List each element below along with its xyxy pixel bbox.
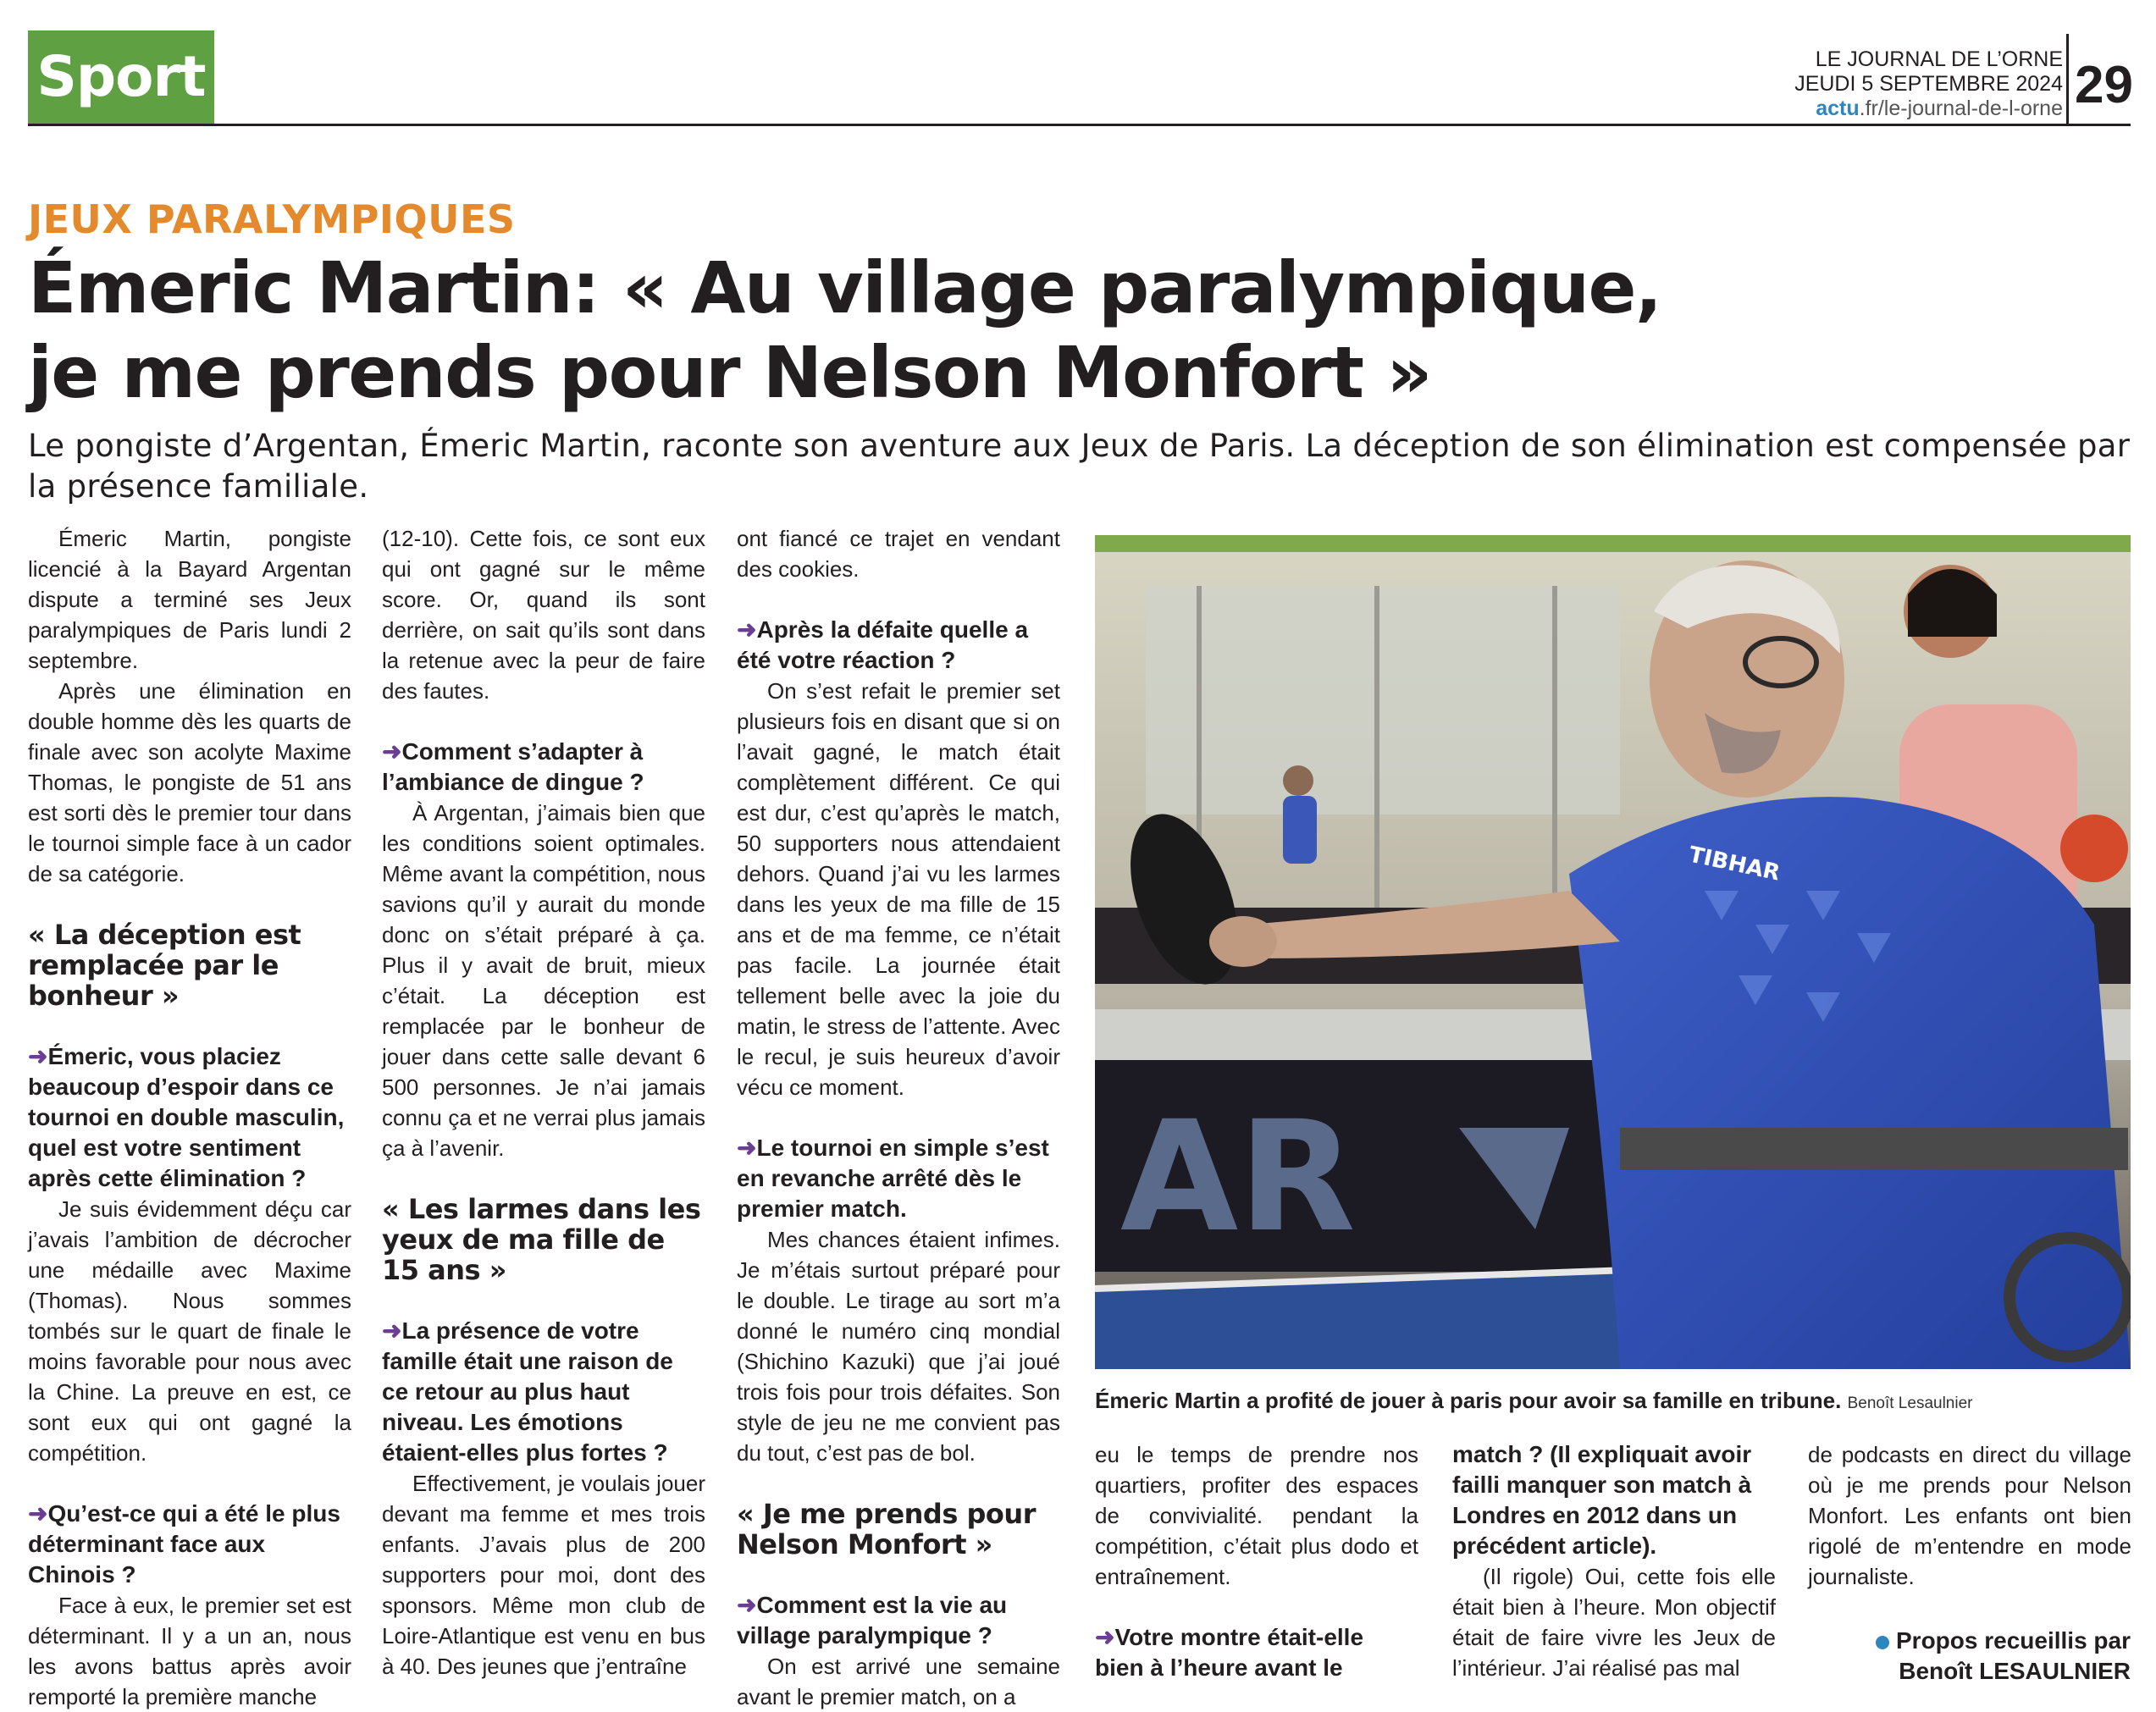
question: ➜Émeric, vous placiez beaucoup d’espoir dans ce tournoi en double masculin, quel est votre sentiment après cette élimination ?	[28, 1043, 345, 1191]
photo-illustration	[1095, 535, 2131, 1369]
masthead	[1794, 47, 2063, 121]
subheading: « Je me prends pour Nelson Monfort »	[737, 1498, 1036, 1560]
article-headline	[28, 246, 2128, 415]
arrow-right-icon: ➜	[1095, 1624, 1115, 1650]
answer: Je suis évidemment déçu car j’avais l’ambition de décrocher une médaille avec Maxime (Thomas). Nous sommes tombés sur le quart de finale le moins favorable pour nous avec la Chine. La preuve en est, ce sont eux qui ont gagné la compétition.	[28, 1196, 351, 1466]
question: ➜Votre montre était-elle bien à l’heure avant le	[1095, 1624, 1364, 1681]
shirt-logo: TIBHAR	[1686, 842, 1783, 886]
column-3	[737, 523, 1060, 1712]
player-jersey	[1569, 797, 2131, 1369]
answer: On s’est refait le premier set plusieurs fois en disant que si on l’avait gagné, le match était complètement différent. Ce qui est dur, c’est qu’après le match, 50 supporters nous attendaient dehors. Quand j’ai vu les larmes dans les yeux de ma fille de 15 ans et de ma femme, ce n’était pas facile. La journée était tellement belle avec la joie du matin, le stress de l’attente. Avec le recul, je suis heureux d’avoir vécu ce moment.	[737, 678, 1060, 1100]
answer: eu le temps de prendre nos quartiers, profiter des espaces de convivialité. pendant la compétition, c’était plus dodo et entraînement.	[1095, 1442, 1418, 1589]
arrow-right-icon: ➜	[382, 1317, 402, 1344]
column-5	[1452, 1439, 1776, 1683]
question: ➜Comment est la vie au village paralympique ?	[737, 1592, 1008, 1648]
question: ➜Après la défaite quelle a été votre réaction ?	[737, 616, 1029, 673]
headline-line-1: Émeric Martin: « Au village paralympique,	[28, 246, 1661, 329]
arrow-right-icon: ➜	[28, 1043, 48, 1069]
answer: ont fiancé ce trajet en vendant des cookies.	[737, 526, 1060, 582]
paper-name: LE JOURNAL DE L’ORNE	[1815, 47, 2063, 71]
article-standfirst: Le pongiste d’Argentan, Émeric Martin, raconte son aventure aux Jeux de Paris. La déception de son élimination est compensée par la présence familiale.	[28, 428, 2131, 505]
author-signature: Propos recueillis par Benoît LESAULNIER	[1876, 1626, 2131, 1687]
paragraph: Émeric Martin, pongiste licencié à la Bayard Argentan dispute a terminé ses Jeux paralympiques de Paris lundi 2 septembre.	[28, 526, 351, 673]
bullet-icon	[1876, 1636, 1889, 1649]
column-4	[1095, 1439, 1418, 1683]
header-divider	[2066, 34, 2069, 125]
answer: À Argentan, j’aimais bien que les conditions soient optimales. Même avant la compétition, nous savions qu’il y aurait du monde donc on s’était préparé à ça. Plus il y avait de bruit, mieux c’était. La déception est remplacée par le bonheur de jouer dans cette salle devant 6 500 personnes. Je n’ai jamais connu ça et ne verrai plus jamais ça à l’avenir.	[382, 800, 705, 1161]
arrow-right-icon: ➜	[28, 1500, 48, 1527]
answer: Face à eux, le premier set est déterminant. Il y a un an, nous les avons battus après avoir remporté la première manche	[28, 1593, 351, 1709]
website-link[interactable]: actu.fr/le-journal-de-l-orne	[1816, 97, 2063, 120]
answer: On est arrivé une semaine avant le premier match, on a	[737, 1654, 1060, 1709]
article-photo	[1095, 535, 2131, 1369]
question: ➜Le tournoi en simple s’est en revanche arrêté dès le premier match.	[737, 1135, 1049, 1222]
arrow-right-icon: ➜	[737, 1135, 757, 1161]
photo-credit: Benoît Lesaulnier	[1847, 1394, 1973, 1412]
answer: (12-10). Cette fois, ce sont eux qui ont gagné sur le même score. Or, quand ils sont derrière, on sait qu’ils sont dans la retenue avec la peur de faire des fautes.	[382, 526, 705, 704]
banner-text: AR	[1120, 1089, 1356, 1266]
column-6	[1808, 1439, 2131, 1592]
answer: de podcasts en direct du village où je me prends pour Nelson Monfort. Les enfants ont bien rigolé de m’entendre en mode journaliste.	[1808, 1442, 2131, 1589]
header-rule	[28, 124, 2131, 126]
column-1	[28, 523, 351, 1712]
question: ➜Qu’est-ce qui a été le plus déterminant face aux Chinois ?	[28, 1500, 340, 1588]
answer: (Il rigole) Oui, cette fois elle était bien à l’heure. Mon objectif était de faire vivre les Jeux de l’intérieur. J’ai réalisé pas mal	[1452, 1564, 1776, 1681]
article-kicker: JEUX PARALYMPIQUES	[28, 196, 516, 242]
arrow-right-icon: ➜	[737, 1592, 757, 1618]
arrow-right-icon: ➜	[382, 738, 402, 765]
question: match ? (Il expliquait avoir failli manquer son match à Londres en 2012 dans un précédent article).	[1452, 1441, 1752, 1559]
section-label: Sport	[28, 30, 214, 124]
paragraph: Après une élimination en double homme dès les quarts de finale avec son acolyte Maxime Thomas, le pongiste de 51 ans est sorti dès le premier tour dans le tournoi simple face à un cador de sa catégorie.	[28, 678, 351, 886]
answer: Mes chances étaient infimes. Je m’étais surtout préparé pour le double. Le tirage au sort m’a donné le numéro cinq mondial (Shichino Kazuki) que j’ai joué trois fois pour trois défaites. Son style de jeu ne me convient pas du tout, c’est pas de bol.	[737, 1227, 1060, 1466]
page-number: 29	[2075, 56, 2133, 114]
issue-date: JEUDI 5 SEPTEMBRE 2024	[1794, 72, 2063, 96]
arrow-right-icon: ➜	[737, 616, 757, 643]
headline-line-2: je me prends pour Nelson Monfort »	[28, 331, 1432, 414]
photo-caption: Émeric Martin a profité de jouer à paris pour avoir sa famille en tribune. Benoît Lesaulnier	[1095, 1388, 1973, 1413]
answer: Effectivement, je voulais jouer devant ma femme et mes trois enfants. J’avais plus de 200 supporters pour moi, dont des sponsors. Même mon club de Loire-Atlantique est venu en bus à 40. Des jeunes que j’entraîne	[382, 1471, 705, 1679]
subheading: « La déception est remplacée par le bonheur »	[28, 919, 301, 1012]
question: ➜La présence de votre famille était une raison de ce retour au plus haut niveau. Les émotions étaient-elles plus fortes ?	[382, 1317, 673, 1466]
subheading: « Les larmes dans les yeux de ma fille de 15 ans »	[382, 1193, 701, 1286]
column-2	[382, 523, 705, 1682]
question: ➜Comment s’adapter à l’ambiance de dingue ?	[382, 738, 644, 795]
